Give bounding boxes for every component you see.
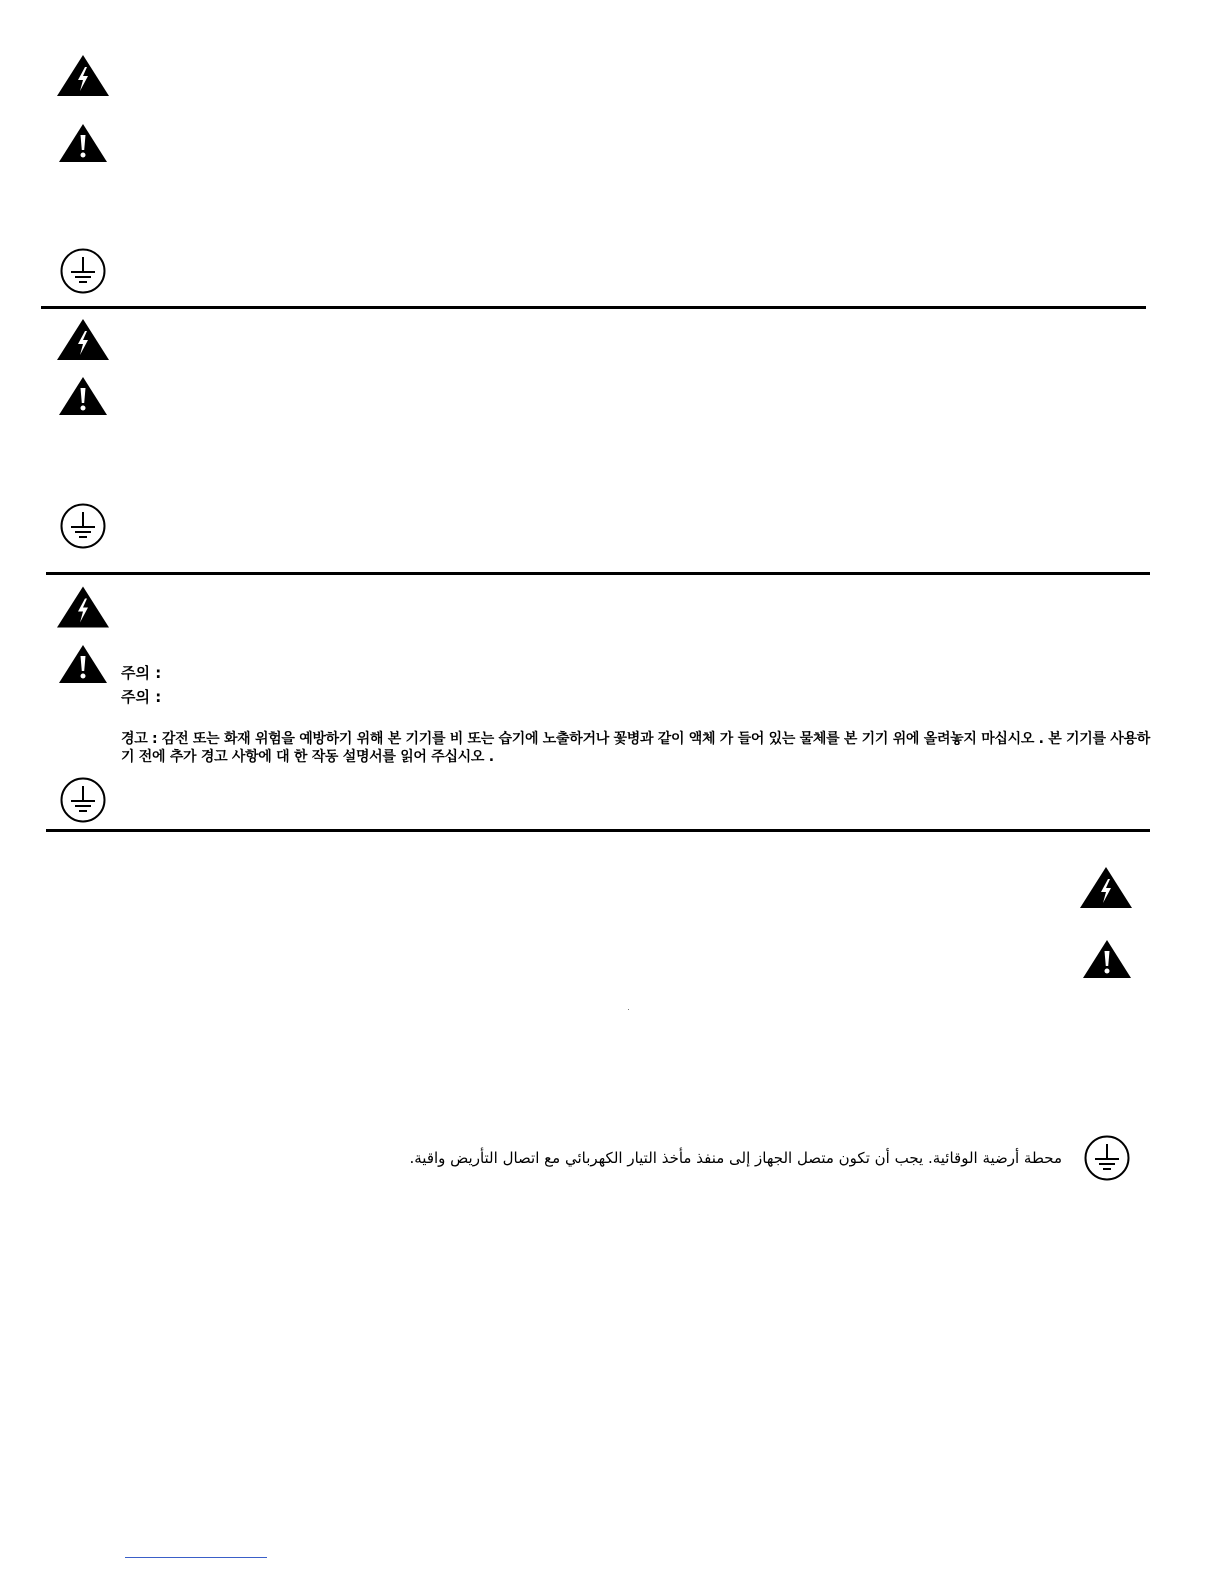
lightning-warning-icon xyxy=(57,586,109,628)
arabic-ground-note: محطة أرضية الوقائية. يجب أن تكون متصل الجهاز إلى منفذ مأخذ التيار الكهربائي مع اتصال التأريض واقية. xyxy=(409,1149,1062,1167)
exclamation-warning-icon xyxy=(59,645,107,683)
section-divider xyxy=(46,829,1150,832)
caution-label: 주의 : xyxy=(121,664,162,682)
section-divider xyxy=(46,572,1150,575)
exclamation-warning-icon xyxy=(1083,939,1131,979)
lightning-warning-icon xyxy=(1080,867,1132,908)
protective-ground-icon xyxy=(1084,1135,1130,1181)
protective-ground-icon xyxy=(60,777,106,823)
lightning-warning-icon xyxy=(57,55,109,96)
protective-ground-icon xyxy=(60,503,106,549)
section-divider xyxy=(41,306,1146,309)
exclamation-warning-icon xyxy=(59,377,107,415)
stray-mark xyxy=(628,1009,629,1010)
caution-label: 주의 : xyxy=(121,688,162,706)
exclamation-warning-icon xyxy=(59,124,107,162)
korean-warning-text: 경고 : 감전 또는 화재 위험을 예방하기 위해 본 기기를 비 또는 습기에 노출하거나 꽃병과 같이 액체 가 들어 있는 물체를 본 기기 위에 올려놓지 마십시오 . 본 기기를 사용하기 전에 추가 경고 사항에 대 한 작동 설명서를 읽어 주십시오 . xyxy=(121,731,1150,765)
footer-link-underline[interactable] xyxy=(125,1557,267,1558)
protective-ground-icon xyxy=(60,248,106,294)
lightning-warning-icon xyxy=(57,319,109,360)
